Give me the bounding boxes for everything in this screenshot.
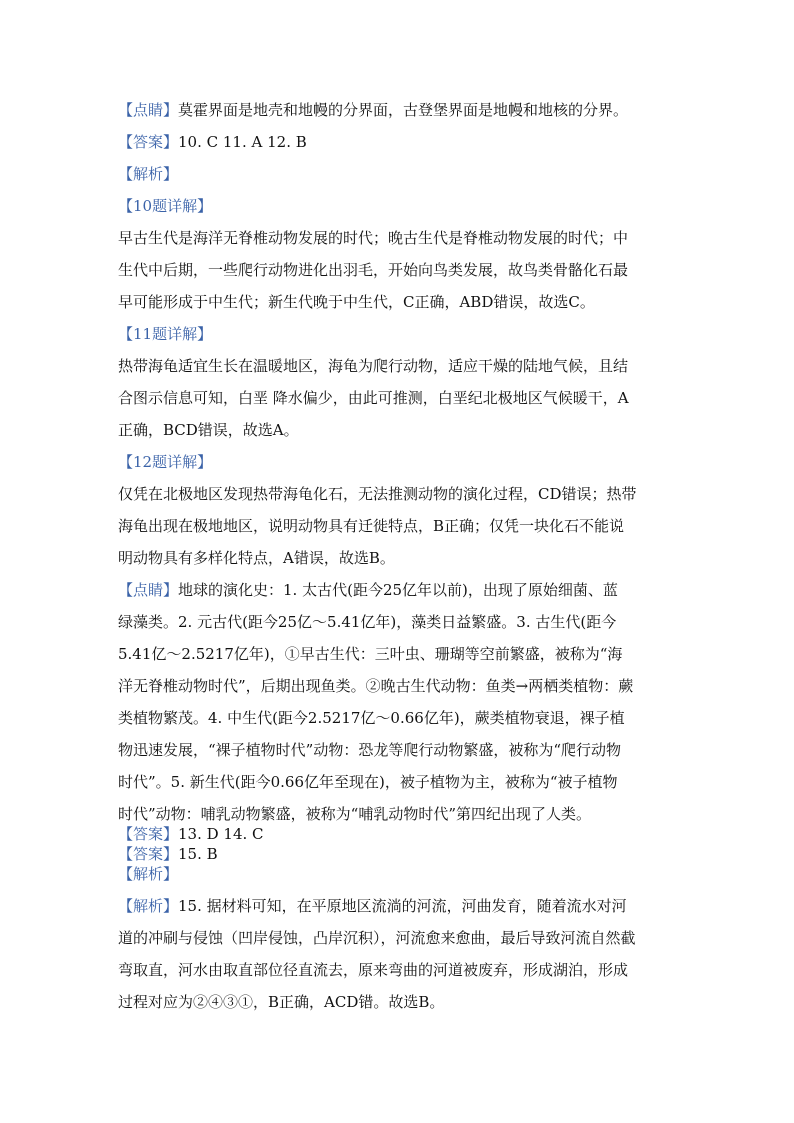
q10-heading [118,196,678,216]
tip-text-8 [118,804,678,824]
line-text: 生代中后期，一些爬行动物进化出羽毛，开始向鸟类发展，故鸟类骨骼化石最 [118,261,629,279]
section-tag: 【点睛】 [118,581,179,599]
line-text: 5.41亿～2.5217亿年)，①早古生代：三叶虫、珊瑚等空前繁盛，被称为“海 [118,645,623,663]
tip-line-2 [118,580,678,600]
line-text: 时代”。5. 新生代(距今0.66亿年至现在)，被子植物为主，被称为“被子植物 [118,773,618,791]
answer-line-3 [118,844,678,864]
q10-text-3 [118,292,678,312]
line-text: 正确，BCD错误，故选A。 [118,421,299,439]
tip-text-3 [118,644,678,664]
q11-heading [118,324,678,344]
section-tag: 【答案】 [118,825,179,843]
q12-text-1 [118,484,678,504]
analysis-line-2 [118,864,678,884]
q15-line-2 [118,928,678,948]
q11-text-2 [118,388,678,408]
line-text: 过程对应为②④③①，B正确，ACD错。故选B。 [118,993,445,1011]
line-text: 海龟出现在极地地区，说明动物具有迁徙特点，B正确；仅凭一块化石不能说 [118,517,625,535]
line-text: 绿藻类。2. 元古代(距今25亿～5.41亿年)，藻类日益繁盛。3. 古生代(距今 [118,613,617,631]
line-text: 物迅速发展，“裸子植物时代”动物：恐龙等爬行动物繁盛，被称为“爬行动物 [118,741,622,759]
analysis-line-1 [118,164,678,184]
answer-line-1 [118,132,678,152]
section-tag: 【答案】 [118,845,179,863]
line-text: 地球的演化史：1. 太古代(距今25亿年以前)，出现了原始细菌、蓝 [178,581,618,599]
line-text: 道的冲刷与侵蚀（凹岸侵蚀，凸岸沉积），河流愈来愈曲，最后导致河流自然截 [118,929,636,947]
line-text: 15. B [178,845,218,863]
line-text: 10. C 11. A 12. B [178,133,307,151]
section-tag: 【点睛】 [118,101,179,119]
line-text: 明动物具有多样化特点，A错误，故选B。 [118,549,395,567]
section-tag: 【12题详解】 [118,453,213,471]
tip-text-6 [118,740,678,760]
tip-text-7 [118,772,678,792]
tip-text-4 [118,676,678,696]
section-tag: 【11题详解】 [118,325,213,343]
answer-line-2 [118,824,678,844]
section-tag: 【解析】 [118,165,179,183]
q11-text-3 [118,420,678,440]
line-text: 时代”动物：哺乳动物繁盛，被称为“哺乳动物时代”第四纪出现了人类。 [118,805,592,823]
line-text: 15. 据材料可知，在平原地区流淌的河流，河曲发育，随着流水对河 [178,897,627,915]
line-text: 13. D 14. C [178,825,264,843]
tip-text-5 [118,708,678,728]
q11-text-1 [118,356,678,376]
q10-text-2 [118,260,678,280]
document-page [118,100,678,1012]
line-text: 仅凭在北极地区发现热带海龟化石，无法推测动物的演化过程，CD错误；热带 [118,485,637,503]
tip-line-1 [118,100,678,120]
q15-line-4 [118,992,678,1012]
section-tag: 【解析】 [118,865,179,883]
line-text: 早古生代是海洋无脊椎动物发展的时代；晚古生代是脊椎动物发展的时代；中 [118,229,629,247]
q12-text-2 [118,516,678,536]
q15-line-1 [118,896,678,916]
section-tag: 【解析】 [118,897,179,915]
line-text: 合图示信息可知，白垩 降水偏少，由此可推测，白垩纪北极地区气候暖干，A [118,389,629,407]
section-tag: 【10题详解】 [118,197,213,215]
section-tag: 【答案】 [118,133,179,151]
tip-text-2 [118,612,678,632]
line-text: 类植物繁茂。4. 中生代(距今2.5217亿～0.66亿年)，蕨类植物衰退，裸子植 [118,709,625,727]
line-text: 弯取直，河水由取直部位径直流去，原来弯曲的河道被废弃，形成湖泊，形成 [118,961,629,979]
q12-heading [118,452,678,472]
q12-text-3 [118,548,678,568]
line-text: 热带海龟适宜生长在温暖地区，海龟为爬行动物，适应干燥的陆地气候，且结 [118,357,629,375]
line-text: 莫霍界面是地壳和地幔的分界面，古登堡界面是地幔和地核的分界。 [178,101,629,119]
line-text: 早可能形成于中生代；新生代晚于中生代，C正确，ABD错误，故选C。 [118,293,595,311]
q10-text-1 [118,228,678,248]
line-text: 洋无脊椎动物时代”，后期出现鱼类。②晚古生代动物：鱼类→两栖类植物：蕨 [118,677,634,695]
q15-line-3 [118,960,678,980]
